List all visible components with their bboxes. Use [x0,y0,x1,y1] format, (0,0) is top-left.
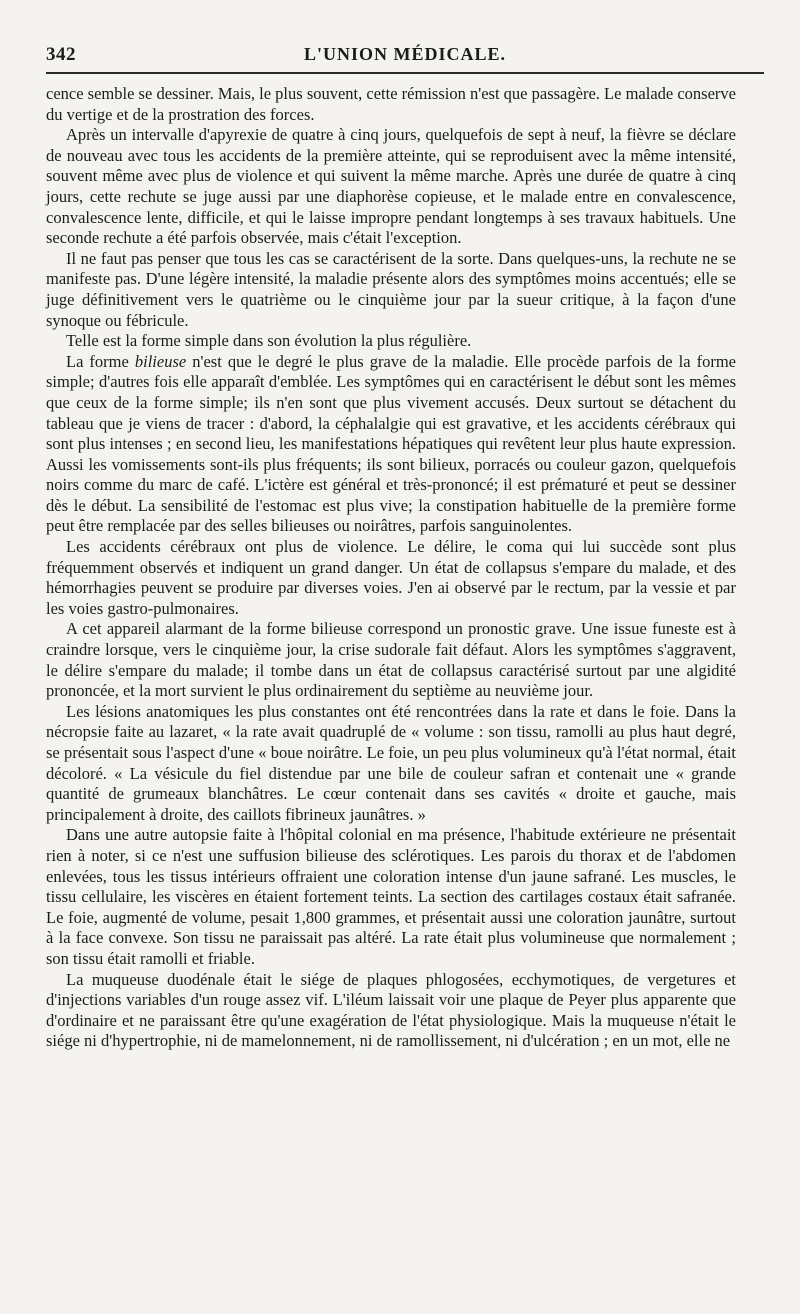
paragraph: Après un intervalle d'apyrexie de quatre à cinq jours, quelquefois de sept à neuf, la fièvre se déclare de nouveau avec tous les accidents de la première atteinte, qui se reproduisent avec la même intensité, souvent même avec plus de violence et qui suivent la même marche. Après une durée de quatre à cinq jours, cette rechute se juge aussi par une diaphorèse copieuse, et le malade entre en convalescence, convalescence lente, difficile, et qui le laisse impropre pendant longtemps à ses travaux habituels. Une seconde rechute a été parfois observée, mais c'était l'exception. [46,125,736,248]
paragraph: Telle est la forme simple dans son évolution la plus régulière. [66,331,472,351]
paragraph: cence semble se dessiner. Mais, le plus souvent, cette rémission n'est que passagère. Le malade conserve du vertige et de la prostration des forces. [46,84,736,124]
paragraph: A cet appareil alarmant de la forme bilieuse correspond un pronostic grave. Une issue funeste est à craindre lorsque, vers le cinquième jour, la crise sudorale fait défaut. Alors les symptômes s'aggravent, le délire s'empare du malade; il tombe dans un état de collapsus caractérisé surtout par une algidité prononcée, et la mort survient le plus ordinairement du septième au neuvième jour. [46,619,736,701]
page-header [46,40,764,70]
paragraph: Il ne faut pas penser que tous les cas se caractérisent de la sorte. Dans quelques-uns, la rechute ne se manifeste pas. D'une légère intensité, la maladie présente alors des symptômes moins accentués; elle se juge définitivement vers le quatrième ou le cinquième jour par la sueur critique, à la façon d'une synoque ou fébricule. [46,248,736,330]
article-body [46,84,736,1052]
paragraph: Dans une autre autopsie faite à l'hôpital colonial en ma présence, l'habitude extérieure ne présentait rien à noter, si ce n'est une suffusion bilieuse des sclérotiques. Les parois du thorax et de l'abdomen enlevées, tous les tissus intérieurs offraient une coloration intense d'un jaune safrané. Les muscles, le tissu cellulaire, les viscères en étaient fortement teints. La section des cartilages costaux était safranée. Le foie, augmenté de volume, pesait 1,800 grammes, et présentait aussi une coloration jaunâtre, surtout à la face convexe. Son tissu ne paraissait pas altéré. La rate était plus volumineuse que normalement ; son tissu était ramolli et friable. [46,825,736,968]
journal-title: L'UNION MÉDICALE. [303,44,507,64]
paragraph: La forme bilieuse n'est que le degré le plus grave de la maladie. Elle procède parfois de la forme simple; d'autres fois elle apparaît d'emblée. Les symptômes qui en caractérisent le début sont les mêmes que ceux de la forme simple; ils n'en sont que plus vivement accusés. Deux surtout se détachent du tableau que je viens de tracer : d'abord, la céphalalgie qui est gravative, et les accidents cérébraux qui sont plus intenses ; en second lieu, les manifestations hépatiques qui revêtent leur plus haute expression. Aussi les vomissements sont-ils plus fréquents; ils sont bilieux, porracés ou couleur gazon, quelquefois noirs comme du marc de café. L'ictère est général et très-prononcé; il est prématuré et peut se dessiner dès le début. La sensibilité de l'estomac est plus vive; la constipation habituelle de la première forme peut être remplacée par des selles bilieuses ou noirâtres, parfois sanguinolentes. [46,351,736,536]
header-rule [46,72,764,74]
paragraph: La muqueuse duodénale était le siége de plaques phlogosées, ecchymotiques, de vergetures et d'injections variables d'un rouge assez vif. L'iléum laissait voir une plaque de Peyer plus apparente que d'ordinaire et ne paraissant être qu'une exagération de l'état physiologique. Mais la muqueuse n'était le siége ni d'hypertrophie, ni de mamelonnement, ni de ramollissement, ni d'ulcération ; en un mot, elle ne [46,969,736,1051]
page-number: 342 [46,44,76,65]
emphasized-term: bilieuse [134,351,187,371]
paragraph: Les accidents cérébraux ont plus de violence. Le délire, le coma qui lui succède sont plus fréquemment observés et indiquent un grand danger. Un état de collapsus s'empare du malade, et des hémorrhagies peuvent se produire par diverses voies. J'en ai observé par le rectum, par la vessie et par les voies gastro-pulmonaires. [46,537,736,618]
paragraph: Les lésions anatomiques les plus constantes ont été rencontrées dans la rate et dans le foie. Dans la nécropsie faite au lazaret, « la rate avait quadruplé de « volume : son tissu, ramolli au plus haut degré, se présentait sous l'aspect d'une « boue noirâtre. Le foie, un peu plus volumineux qu'à l'état normal, était décoloré. « La vésicule du fiel distendue par une bile de couleur safran et contenait une « grande quantité de grumeaux blanchâtres. Le cœur contenait dans ses cavités « droite et gauche, mais principalement à droite, des caillots fibrineux jaunâtres. » [46,701,736,824]
